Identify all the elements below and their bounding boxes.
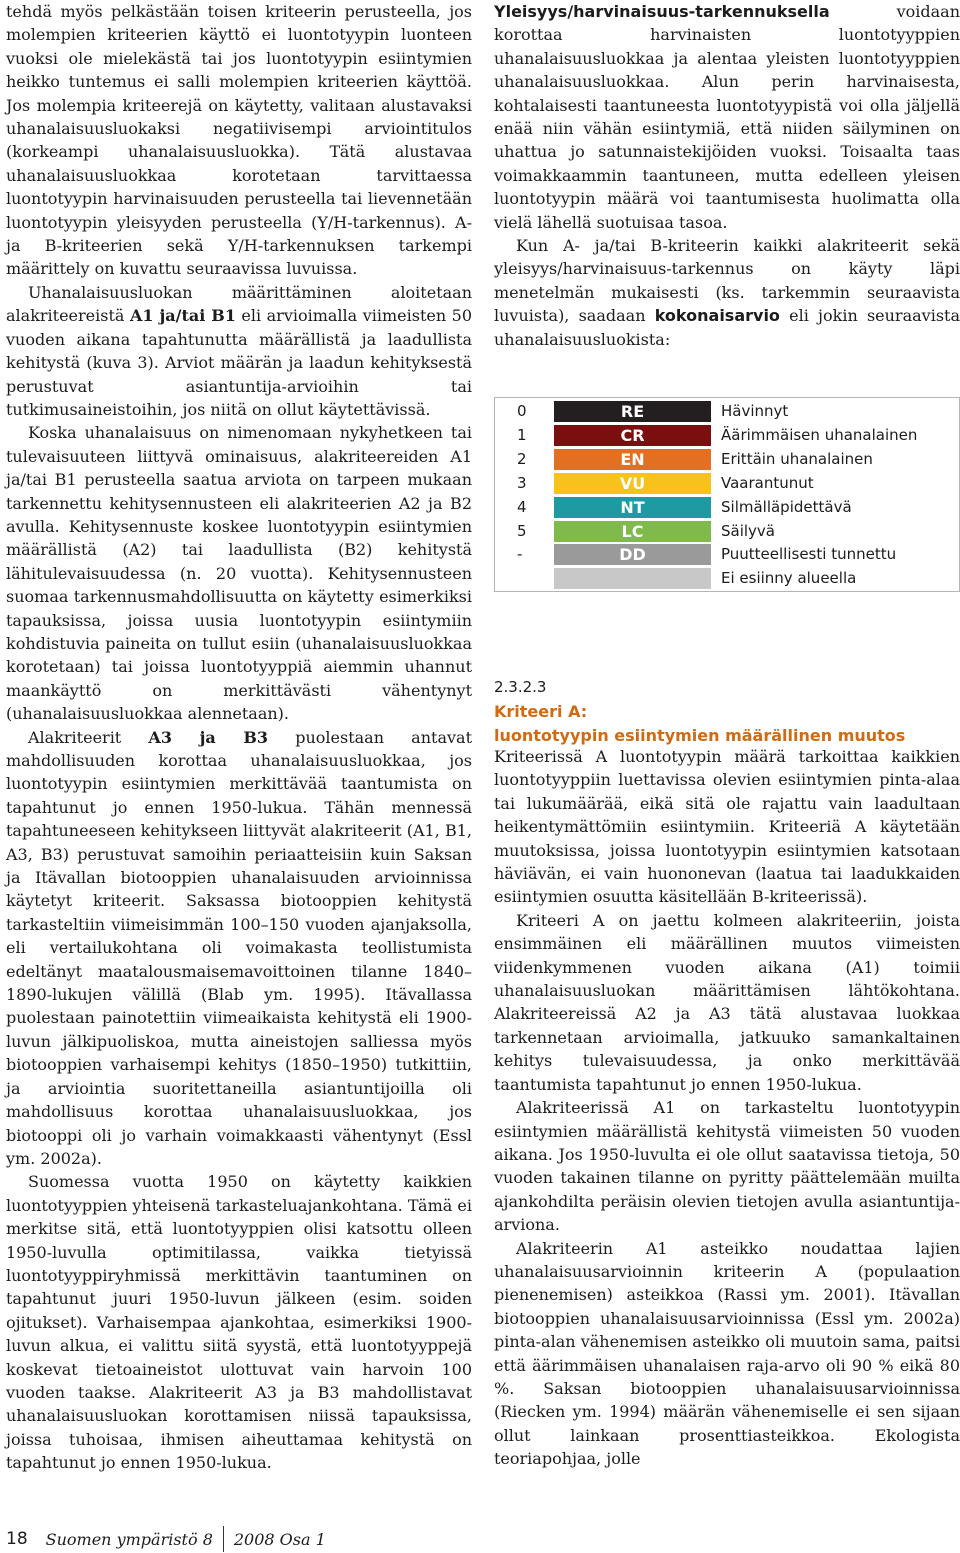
right-column-body — [494, 745, 960, 1471]
category-row — [495, 520, 959, 544]
category-code: 1 — [517, 425, 527, 444]
threat-category-table — [494, 397, 960, 592]
category-color-swatch: NT — [554, 497, 711, 518]
category-code: 0 — [517, 402, 527, 420]
category-row — [495, 400, 959, 424]
category-color-swatch: CR — [554, 425, 711, 446]
category-row — [495, 424, 959, 448]
publication-year: 2008 Osa 1 — [233, 1529, 326, 1549]
category-label: Äärimmäisen uhanalainen — [721, 425, 918, 444]
paragraph: Suomessa vuotta 1950 on käytetty kaikkien luontotyyppien yhteisenä tarkasteluajankohtana. Tämä ei merkitse sitä, että luontotyyppien olisi katsottu olleen 1950-luvulla optimitilassa, vaikka tietyissä luontotyyppiryhmissä merkittävin taantuminen on tapahtunut juuri 1950-luvun jälkeen (esim. soiden ojitukset). Varhaisempaa ajankohtaa, esimerkiksi 1900-luvun alkua, ei valittu siitä syystä, että luontotyyppejä koskevat tietoaineistot ulottuvat vain harvoin 100 vuoden taakse. Alakriteerit A3 ja B3 mahdollistavat uhanalaisuusluokan korottamisen niissä tapauksissa, joissa tuhoisaa, ihmisen aiheuttamaa kehitystä on tapahtunut jo ennen 1950-lukua. — [6, 1172, 472, 1473]
paragraph: Alakriteerissä A1 on tarkasteltu luontotyypin esiintymien määrällistä kehitystä viimeisten 50 vuoden aikana. Jos 1950-luvulta ei ole ollut saatavissa tietoja, 50 vuoden takainen tilanne on pyritty päättelemään muilta ajankohdilta peräisin olevien tietojen avulla asiantuntija-arviona. — [494, 1098, 960, 1235]
right-column-intro — [494, 0, 960, 351]
paragraph: Kun A- ja/tai B-kriteerin kaikki alakriteerit sekä yleisyys/harvinaisuus-tarkennus on käyty läpi menetelmän mukaisesti (ks. tarkemmin seuraavista luvuista), saadaan kokonaisarvio eli jokin seuraavista uhanalaisuusluokista: — [494, 236, 960, 349]
footer-divider — [223, 1526, 224, 1552]
category-color-swatch — [554, 568, 711, 589]
publication-name: Suomen ympäristö 8 — [45, 1529, 213, 1549]
category-color-swatch: DD — [554, 544, 711, 565]
section-number: 2.3.2.3 — [494, 678, 547, 696]
category-label: Silmälläpidettävä — [721, 497, 852, 516]
category-code: 2 — [517, 449, 527, 468]
category-label: Vaarantunut — [721, 473, 814, 492]
category-row — [495, 496, 959, 520]
category-row — [495, 448, 959, 472]
paragraph: Kriteeri A on jaettu kolmeen alakriteeriin, joista ensimmäinen eli määrällinen muutos viimeisten viidenkymmenen vuoden aikana (A1) toimii uhanalaisuusluokan määrittämisen lähtökohtana. Alakriteereissä A2 ja A3 tätä alustavaa luokkaa tarkennetaan arvioimalla, jatkuuko samankaltainen kehitys tulevaisuudessa, ja onko merkittävää taantumista tapahtunut jo ennen 1950-lukua. — [494, 910, 960, 1094]
paragraph: Alakriteerit A3 ja B3 puolestaan antavat mahdollisuuden korottaa uhanalaisuusluokkaa, jos luontotyypin esiintymien merkittävää taantumista on tapahtunut jo ennen 1950-lukua. Tähän mennessä tapahtuneeseen kehitykseen liittyvät alakriteerit (A1, B1, A3, B3) perustuvat samoihin periaatteisiin kuin Saksan ja Itävallan biotooppien uhanalaisuuden arvioinnissa käytetyt kriteerit. Saksassa biotooppien kehitystä tarkasteltiin viimeisimmän 100–150 vuoden ajanjaksolla, eli vertailukohtana oli voimakasta teollistumista edeltänyt maatalousmaisemavoittoinen tilanne 1840–1890-lukujen välillä (Blab ym. 1995). Itävallassa puolestaan painotettiin viimeaikaista kehitystä eli 1900-luvun jälkipuoliskoa, mutta aineistojen salliessa myös biotooppien varhaisempi kehitys (1850–1950) tutkittiin, ja arviointia suoritettaneilla asiantuntijoilla oli mahdollisuus korottaa uhanalaisuusluokkaa, jos biotooppi oli jo varhain voimakkaasti vähentynyt (Essl ym. 2002a). — [6, 727, 472, 1168]
category-color-swatch: RE — [554, 401, 711, 422]
paragraph: Uhanalaisuusluokan määrittäminen aloitetaan alakriteereistä A1 ja/tai B1 eli arvioimalla viimeisten 50 vuoden aikana tapahtunutta määrällistä ja laadullista kehitystä (kuva 3). Arviot määrän ja laadun kehityksestä perustuvat asiantuntija-arvioihin tai tutkimusaineistoihin, jos niitä on ollut käytettävissä. — [6, 282, 472, 419]
category-label: Säilyvä — [721, 521, 775, 540]
category-code: 4 — [517, 497, 527, 516]
paragraph: Koska uhanalaisuus on nimenomaan nykyhetkeen tai tulevaisuuteen liittyvä ominaisuus, alakriteereiden A1 ja/tai B1 perusteella saatua arviota on tarpeen mukaan tarkennettu kehitysennusteen eli alakriteerien A2 ja B2 avulla. Kehitysennuste koskee luontotyypin esiintymien määrällistä (A2) tai laadullista (B2) kehitystä lähitulevaisuudessa (n. 20 vuotta). Kehitysennusteen suomaa tarkennusmahdollisuutta on käytetty esimerkiksi tapauksissa, joissa uusia luontotyypin esiintymiin kohdistuvia paineita on tullut esiin (uhanalaisuusluokkaa korotetaan) tai joissa luontotyyppiä aiemmin uhannut maankäyttö on merkittävästi vähentynyt (uhanalaisuusluokkaa alennetaan). — [6, 423, 472, 724]
category-code: - — [517, 545, 523, 564]
category-label: Ei esiinny alueella — [721, 569, 857, 588]
category-label: Erittäin uhanalainen — [721, 449, 873, 468]
category-code: 5 — [517, 521, 527, 540]
page-number: 18 — [6, 1529, 28, 1549]
category-row — [495, 543, 959, 567]
category-row — [495, 567, 959, 591]
category-code: 3 — [517, 473, 527, 492]
left-column — [6, 0, 472, 1475]
paragraph: Yleisyys/harvinaisuus-tarkennuksella voidaan korottaa harvinaisten luontotyyppien uhanalaisuusluokkaa ja alentaa yleisten luontotyyppien uhanalaisuusluokkaa. Alun perin harvinaisesta, kohtalaisesti taantuneesta luontotyypistä voi olla jäljellä enää niin vähän esiintymiä, että niiden säilyminen on uhattua jo satunnaistekijöiden vuoksi. Toisaalta taas voimakkaammin taantuneen, mutta edelleen yleisen luontotyypin määrä voi taantumisesta huolimatta olla vielä lähellä suotuisaa tasoa. — [494, 2, 960, 232]
section-title: Kriteeri A: luontotyypin esiintymien määrällinen muutos — [494, 702, 906, 745]
category-color-swatch: VU — [554, 473, 711, 494]
paragraph: tehdä myös pelkästään toisen kriteerin perusteella, jos molempien kriteerien käyttö ei luontotyypin luonteen vuoksi ole mielekästä tai jos luontotyypin esiintymien heikko tuntemus ei salli molempien kriteerien käyttöä. Jos molempia kriteerejä on käytetty, valitaan alustavaksi uhanalaisuusluokaksi negatiivisempi arviointitulos (korkeampi uhanalaisuusluokka). Tätä alustavaa uhanalaisuusluokkaa korotetaan tarvittaessa luontotyypin harvinaisuuden perusteella tai lievennetään luontotyypin yleisyyden perusteella (Y/H-tarkennus). A- ja B-kriteerien sekä Y/H-tarkennuksen tarkempi määrittely on kuvattu seuraavissa luvuissa. — [6, 2, 472, 279]
page-footer — [6, 1526, 326, 1552]
paragraph: Alakriteerin A1 asteikko noudattaa lajien uhanalaisuusarvioinnin kriteerin A (populaation pienenemisen) asteikkoa (Rassi ym. 2001). Itävallan biotooppien uhanalaisuusarvioinnissa (Essl ym. 2002a) pinta-alan vähenemisen asteikko oli muutoin sama, paitsi että äärimmäisen uhanalaisen raja-arvo oli 90 % eikä 80 %. Saksan biotooppien uhanalaisuusarvioinnissa (Riecken ym. 1994) määrän vähenemiselle ei sen sijaan ollut lainkaan prosenttiasteikkoa. Ekologista teoriapohjaa, jolle — [494, 1238, 960, 1469]
category-color-swatch: LC — [554, 521, 711, 542]
category-row — [495, 472, 959, 496]
category-color-swatch: EN — [554, 449, 711, 470]
category-label: Puutteellisesti tunnettu — [721, 545, 897, 564]
paragraph: Kriteerissä A luontotyypin määrä tarkoittaa kaikkien luontotyyppiin luettavissa olevien esiintymien pinta-alaa tai lukumäärää, eikä sitä ole rajattu vain laadultaan heikentymättömiin esiintymiin. Kriteeriä A käytetään muutoksissa, joissa luontotyypin esiintymien katsotaan häviävän, ei vain huononevan (laatua tai laadukkaiden esiintymien osuutta käsitellään B-kriteerissä). — [494, 747, 960, 907]
category-label: Hävinnyt — [721, 402, 789, 420]
